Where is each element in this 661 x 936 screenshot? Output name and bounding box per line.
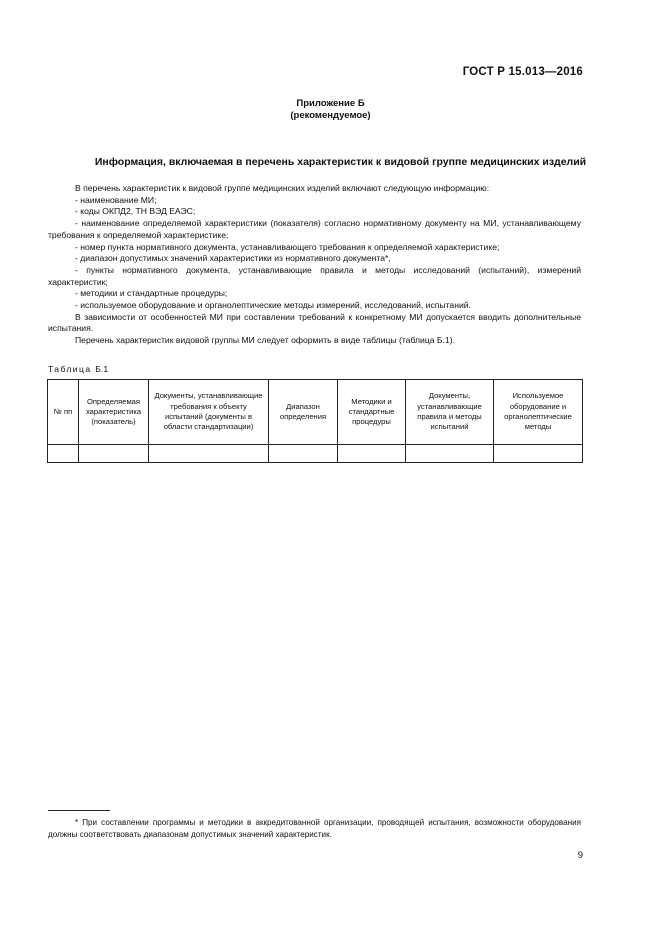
table-header-cell: Диапазон определения [269,380,338,445]
table-cell [48,445,79,463]
table-cell [79,445,149,463]
list-item: - методики и стандартные процедуры; [75,288,228,299]
table-row [48,445,583,463]
table-cell [149,445,269,463]
document-title: Информация, включаемая в перечень характеристик к видовой группе медицинских изделий [94,156,587,168]
table-caption [48,364,108,374]
page-number: 9 [577,850,583,861]
table-header-cell: Используемое оборудование и органолептические методы [494,380,583,445]
table-cell [494,445,583,463]
footnote-divider [48,810,110,811]
footnote-text: * При составлении программы и методики в аккредитованной организации, проводящей испытания, возможности оборудования должны соответствовать диапазонам допустимых значений характеристик. [48,818,581,839]
intro-paragraph: В перечень характеристик к видовой группе медицинских изделий включают следующую информацию: [75,183,490,193]
characteristics-table [47,379,583,463]
appendix-status: (рекомендуемое) [290,110,371,121]
table-cell [406,445,494,463]
list-item: - пункты нормативного документа, устанавливающие правила и методы исследований (испытаний), измерений характеристик; [48,264,581,287]
document-body [48,183,581,347]
table-header-cell: Методики и стандартные процедуры [338,380,406,445]
table-reference-paragraph: Перечень характеристик видовой группы МИ следует оформить в виде таблицы (таблица Б.1). [75,335,455,346]
table-header-row [48,380,583,445]
table-header-cell: Документы, устанавливающие требования к объекту испытаний (документы в области стандартизации) [149,380,269,445]
footnote [48,817,581,841]
table-caption-number: Б.1 [95,364,109,374]
list-item: - коды ОКПД2, ТН ВЭД ЕАЭС; [75,206,196,217]
standard-code: ГОСТ Р 15.013—2016 [462,66,583,78]
table-header-cell: Документы, устанавливающие правила и методы испытаний [406,380,494,445]
table-caption-word: Таблица [48,364,92,374]
list-item: - номер пункта нормативного документа, устанавливающего требования к определяемой характеристике; [75,241,500,252]
table-header-cell: № пп [48,380,79,445]
list-item: - наименование определяемой характеристики (показателя) согласно нормативному документу на МИ, устанавливающему требования к определяемой характеристике; [48,218,581,240]
appendix-title: Приложение Б [296,98,365,109]
list-item: - наименование МИ; [75,194,157,205]
table-header-cell: Определяемая характеристика (показатель) [79,380,149,445]
table-cell [269,445,338,463]
additional-tests-paragraph: В зависимости от особенностей МИ при составлении требований к конкретному МИ допускается вводить дополнительные испытания. [48,311,581,334]
list-item: - диапазон допустимых значений характеристики из нормативного документа*, [75,253,391,264]
table-cell [338,445,406,463]
list-item: - используемое оборудование и органолептические методы измерений, исследований, испытаний. [75,300,471,311]
